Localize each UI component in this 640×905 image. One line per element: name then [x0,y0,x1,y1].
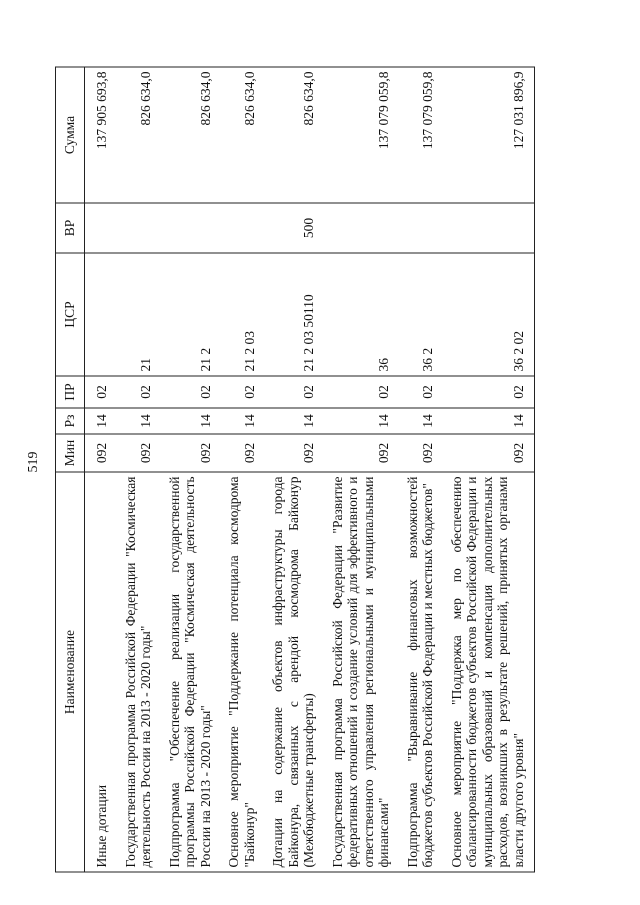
row-name: Основное мероприятие "Поддержание потенциала космодрома "Байконур" [217,472,261,872]
row-pr: 02 [158,376,218,408]
row-vr [85,203,114,253]
table-row [440,67,535,872]
row-name: Основное мероприятие "Поддержка мер по обеспечению сбалансированности бюджетов субъектов Российской Федерации и муниципальных образований и компенсация дополнительных расходов, возникших в результате решений, принятых органами власти другого уровня" [440,472,535,872]
row-min: 092 [321,434,396,472]
table-row [396,67,440,872]
row-min: 092 [440,434,535,472]
row-name: Подпрограмма "Обеспечение реализации государственной программы Российской Федерации "Космическая деятельность России на 2013 - 2020 годы" [158,472,218,872]
header-csr: ЦСР [56,253,85,376]
row-sum: 826 634,0 [158,67,218,203]
row-pr: 02 [85,376,114,408]
row-sum: 826 634,0 [261,67,321,203]
row-csr: 36 2 [396,253,440,376]
row-name: Дотации на содержание объектов инфраструктуры города Байконура, связанных с арендой космодрома Байконур (Межбюджетные трансферты) [261,472,321,872]
row-rz: 14 [440,408,535,434]
row-csr: 36 2 02 [440,253,535,376]
row-min: 092 [114,434,158,472]
row-pr: 02 [114,376,158,408]
row-csr [85,253,114,376]
table-row [261,67,321,872]
row-rz: 14 [114,408,158,434]
row-sum: 826 634,0 [114,67,158,203]
row-vr [321,203,396,253]
row-sum: 826 634,0 [217,67,261,203]
header-vr: ВР [56,203,85,253]
row-csr: 21 2 03 [217,253,261,376]
row-csr: 36 [321,253,396,376]
row-min: 092 [396,434,440,472]
row-sum: 137 905 693,8 [85,67,114,203]
row-pr: 02 [396,376,440,408]
row-rz: 14 [217,408,261,434]
row-vr [114,203,158,253]
header-name: Наименование [56,472,85,872]
table-row [158,67,218,872]
header-min: Мин [56,434,85,472]
row-rz: 14 [396,408,440,434]
row-sum: 137 079 059,8 [396,67,440,203]
table-row [85,67,114,872]
row-min: 092 [217,434,261,472]
table-row [114,67,158,872]
row-name: Иные дотации [85,472,114,872]
row-rz: 14 [321,408,396,434]
row-csr: 21 2 [158,253,218,376]
row-vr [217,203,261,253]
row-pr: 02 [261,376,321,408]
table-header-row [56,67,85,872]
table-row [217,67,261,872]
row-pr: 02 [217,376,261,408]
budget-table [55,67,535,873]
header-rz: Рз [56,408,85,434]
header-sum: Сумма [56,67,85,203]
row-vr [158,203,218,253]
row-name: Подпрограмма "Выравнивание финансовых возможностей бюджетов субъектов Российской Федерации и местных бюджетов" [396,472,440,872]
row-vr [396,203,440,253]
row-name: Государственная программа Российской Федерации "Развитие федеративных отношений и создание условий для эффективного и ответственного управления региональными и муниципальными финансами" [321,472,396,872]
row-vr [440,203,535,253]
row-rz: 14 [158,408,218,434]
row-csr: 21 [114,253,158,376]
header-pr: ПР [56,376,85,408]
row-min: 092 [85,434,114,472]
rotated-page-content [55,68,585,873]
row-rz: 14 [85,408,114,434]
row-name: Государственная программа Российской Федерации "Космическая деятельность России на 2013 - 2020 годы" [114,472,158,872]
row-min: 092 [261,434,321,472]
row-pr: 02 [440,376,535,408]
page-number: 519 [26,451,41,473]
row-sum: 127 031 896,9 [440,67,535,203]
table-row [321,67,396,872]
row-vr: 500 [261,203,321,253]
row-pr: 02 [321,376,396,408]
row-min: 092 [158,434,218,472]
row-rz: 14 [261,408,321,434]
row-csr: 21 2 03 50110 [261,253,321,376]
row-sum: 137 079 059,8 [321,67,396,203]
